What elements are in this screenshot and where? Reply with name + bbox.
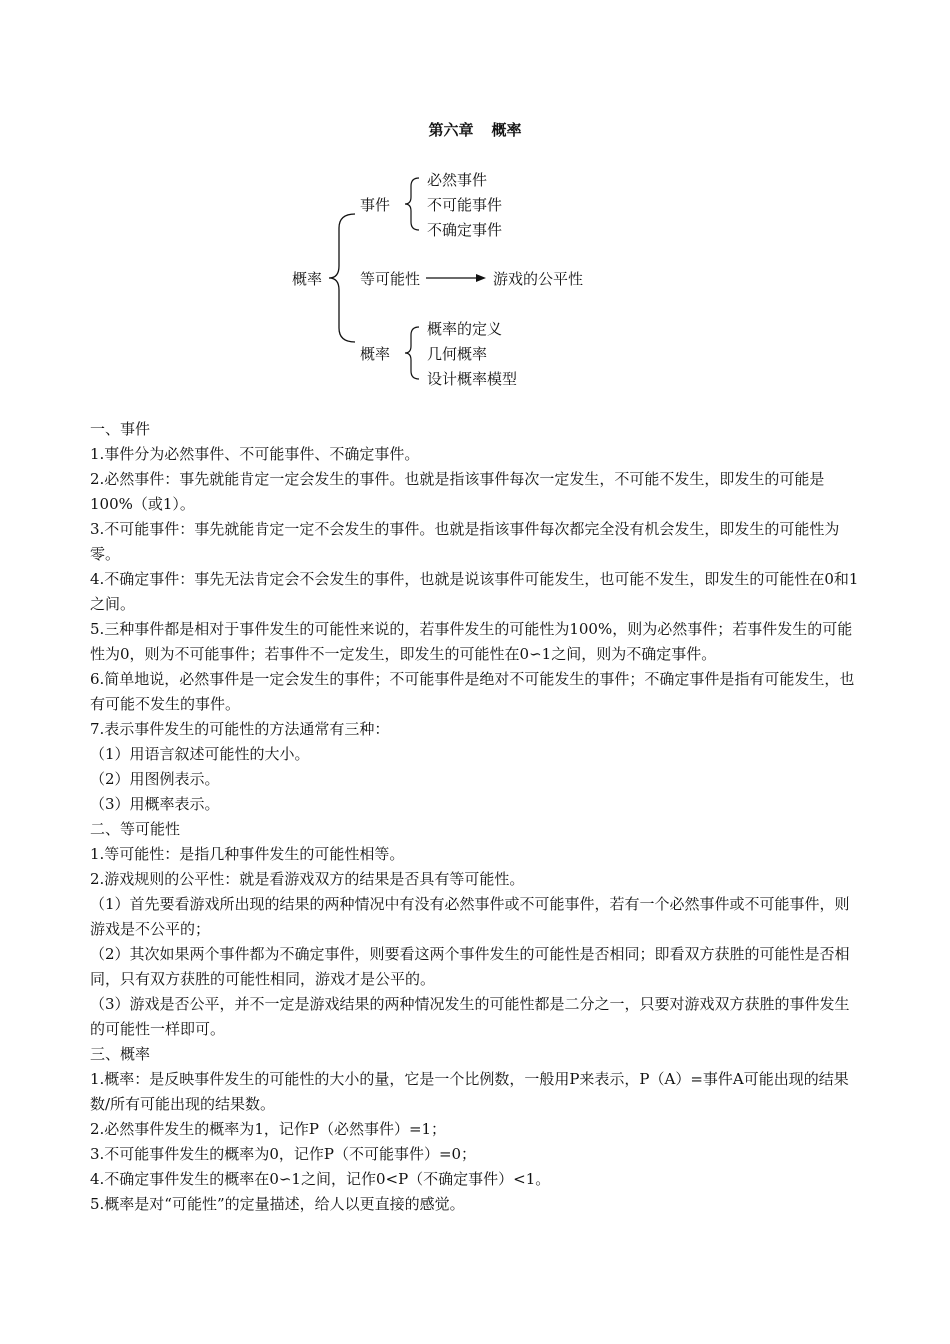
probability-item: 概率的定义	[427, 320, 503, 338]
list-item: （2）其次如果两个事件都为不确定事件，则要看这两个事件发生的可能性是否相同；即看双方获胜的可能性是否相同，只有双方获胜的可能性相同，游戏才是公平的。	[90, 945, 850, 988]
list-item: （1）首先要看游戏所出现的结果的两种情况中有没有必然事件或不可能事件，若有一个必然事件或不可能事件，则游戏是不公平的；	[90, 895, 850, 938]
chapter-name: 概率	[491, 121, 522, 139]
event-item: 不可能事件	[427, 196, 503, 214]
diagram-root-label: 概率	[292, 270, 323, 288]
branch-probability-label: 概率	[360, 345, 391, 363]
paragraph: 7.表示事件发生的可能性的方法通常有三种：	[90, 720, 390, 738]
fairness-label: 游戏的公平性	[493, 270, 584, 288]
probability-item: 几何概率	[427, 345, 488, 363]
paragraph: 2.必然事件发生的概率为1，记作P（必然事件）=1；	[90, 1120, 447, 1138]
paragraph: 3.不可能事件：事先就能肯定一定不会发生的事件。也就是指该事件每次都完全没有机会发生，即发生的可能性为零。	[90, 520, 840, 563]
paragraph: 2.必然事件：事先就能肯定一定会发生的事件。也就是指该事件每次一定发生，不可能不发生，即发生的可能是100%（或1）。	[90, 470, 825, 513]
list-item: （1）用语言叙述可能性的大小。	[90, 745, 310, 763]
document-body	[90, 417, 860, 1217]
section-heading: 三、概率	[90, 1045, 151, 1063]
event-item: 不确定事件	[427, 221, 503, 239]
paragraph: 2.游戏规则的公平性：就是看游戏双方的结果是否具有等可能性。	[90, 870, 525, 888]
paragraph: 1.事件分为必然事件、不可能事件、不确定事件。	[90, 445, 420, 463]
probability-brace	[405, 327, 419, 379]
section-heading: 一、事件	[90, 420, 151, 438]
paragraph: 6.简单地说，必然事件是一定会发生的事件；不可能事件是绝对不可能发生的事件；不确定事件是指有可能发生，也有可能不发生的事件。	[90, 670, 855, 713]
list-item: （3）游戏是否公平，并不一定是游戏结果的两种情况发生的可能性都是二分之一，只要对游戏双方获胜的事件发生的可能性一样即可。	[90, 995, 850, 1038]
list-item: （3）用概率表示。	[90, 795, 220, 813]
paragraph: 4.不确定事件：事先无法肯定会不会发生的事件，也就是说该事件可能发生，也可能不发生，即发生的可能性在0和1之间。	[90, 570, 859, 613]
paragraph: 5.概率是对“可能性”的定量描述，给人以更直接的感觉。	[90, 1195, 465, 1213]
branch-equal-possibility-label: 等可能性	[360, 270, 421, 288]
event-item: 必然事件	[427, 171, 488, 189]
paragraph: 4.不确定事件发生的概率在0∽1之间，记作0<P（不确定事件）<1。	[90, 1170, 551, 1188]
chapter-number: 第六章	[428, 121, 474, 139]
paragraph: 5.三种事件都是相对于事件发生的可能性来说的，若事件发生的可能性为100%，则为必然事件；若事件发生的可能性为0，则为不可能事件；若事件不一定发生，即发生的可能性在0∽1之间，则为不确定事件。	[90, 620, 853, 663]
paragraph: 1.概率：是反映事件发生的可能性的大小的量，它是一个比例数，一般用P来表示，P（A）=事件A可能出现的结果数/所有可能出现的结果数。	[90, 1070, 849, 1113]
section-heading: 二、等可能性	[90, 820, 181, 838]
event-brace	[405, 178, 419, 230]
probability-item: 设计概率模型	[427, 370, 518, 388]
concept-diagram	[0, 0, 950, 400]
list-item: （2）用图例表示。	[90, 770, 220, 788]
main-brace	[329, 214, 355, 342]
paragraph: 1.等可能性：是指几种事件发生的可能性相等。	[90, 845, 405, 863]
paragraph: 3.不可能事件发生的概率为0，记作P（不可能事件）=0；	[90, 1145, 477, 1163]
arrow-head	[476, 274, 486, 282]
branch-event-label: 事件	[360, 196, 391, 214]
